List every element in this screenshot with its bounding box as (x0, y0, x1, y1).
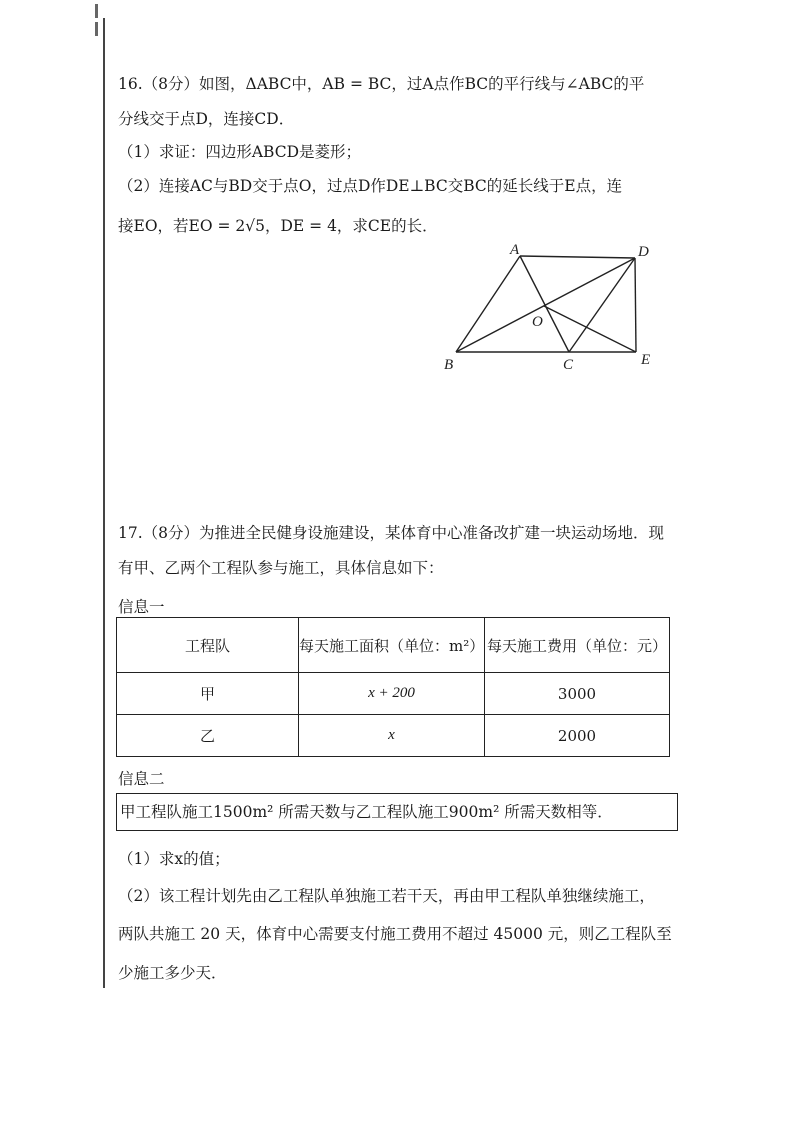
table-cell: 3000 (485, 673, 670, 715)
table-cell: x + 200 (299, 673, 485, 715)
segment-ad (520, 256, 635, 258)
info1-title: 信息一 (118, 598, 165, 616)
q17-stem-line2: 有甲、乙两个工程队参与施工，具体信息如下： (118, 559, 444, 577)
rhombus-figure (430, 238, 670, 378)
q16-stem-line1: 16.（8分）如图，ΔABC中，AB = BC，过A点作BC的平行线与∠ABC的平 (118, 75, 645, 93)
q16-part1: （1）求证：四边形ABCD是菱形； (118, 143, 362, 161)
q17-part2-line2: 两队共施工 20 天，体育中心需要支付施工费用不超过 45000 元，则乙工程队至 (118, 925, 672, 943)
q16-stem-line2: 分线交于点D，连接CD． (118, 110, 295, 128)
q16-part2-line1: （2）连接AC与BD交于点O，过点D作DE⊥BC交BC的延长线于E点，连 (118, 177, 623, 195)
label-a: A (510, 242, 520, 258)
binding-margin-line (103, 18, 105, 988)
label-e: E (641, 352, 651, 368)
segment-ba (456, 256, 520, 352)
table-header-row (117, 618, 670, 673)
table-cell: 2000 (485, 715, 670, 757)
info1-table (116, 617, 670, 757)
info2-box: 甲工程队施工1500m² 所需天数与乙工程队施工900m² 所需天数相等． (116, 793, 678, 831)
margin-tick (95, 22, 98, 36)
label-o: O (532, 314, 543, 330)
q17-part2-line1: （2）该工程计划先由乙工程队单独施工若干天，再由甲工程队单独继续施工， (118, 887, 655, 905)
table-row (117, 673, 670, 715)
q17-part1: （1）求x的值； (118, 850, 230, 868)
table-header-cell: 每天施工费用（单位：元） (485, 618, 670, 673)
table-cell: 乙 (117, 715, 299, 757)
table-header-cell: 每天施工面积（单位：m²） (299, 618, 485, 673)
table-header-cell: 工程队 (117, 618, 299, 673)
segment-cd (569, 258, 635, 352)
label-d: D (638, 244, 649, 260)
table-cell: x (299, 715, 485, 757)
diagonal-ac (520, 256, 569, 352)
info2-title: 信息二 (118, 770, 165, 788)
q17-stem-line1: 17.（8分）为推进全民健身设施建设，某体育中心准备改扩建一块运动场地．现 (118, 524, 665, 542)
table-row (117, 715, 670, 757)
q16-part2-line2: 接EO，若EO = 2√5，DE = 4，求CE的长． (118, 217, 438, 235)
table-cell: 甲 (117, 673, 299, 715)
label-b: B (444, 357, 454, 373)
segment-de (635, 258, 636, 352)
q17-part2-line3: 少施工多少天． (118, 964, 227, 982)
margin-tick (95, 4, 98, 18)
label-c: C (563, 357, 574, 373)
